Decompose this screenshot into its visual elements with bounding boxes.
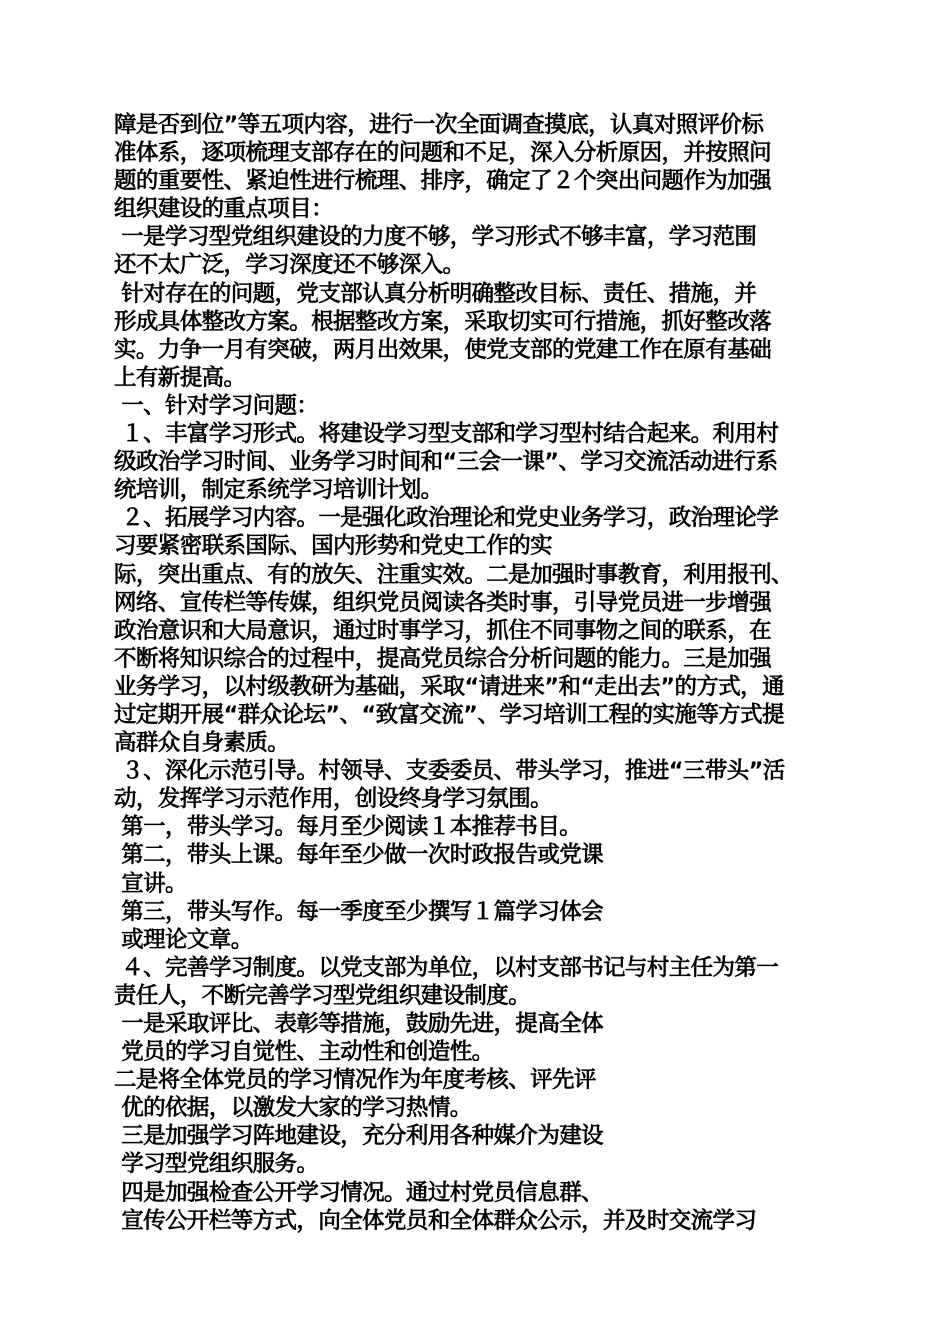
text-line: 障是否到位”等五项内容，进行一次全面调查摸底，认真对照评价标 xyxy=(114,112,764,138)
text-line: 不断将知识综合的过程中，提高党员综合分析问题的能力。三是加强 xyxy=(114,645,772,672)
text-line: 准体系，逐项梳理支部存在的问题和不足，深入分析原因，并按照问 xyxy=(114,140,772,167)
text-line: 四是加强检查公开学习情况。通过村党员信息群、 xyxy=(114,1179,604,1206)
text-line: 或理论文章。 xyxy=(114,926,253,953)
text-line: 责任人，不断完善学习型党组织建设制度。 xyxy=(114,982,531,1009)
text-line: 优的依据，以激发大家的学习热情。 xyxy=(114,1095,472,1122)
text-line: 一是采取评比、表彰等措施，鼓励先进，提高全体 xyxy=(114,1011,604,1037)
text-line: 第一，带头学习。每月至少阅读１本推荐书目。 xyxy=(114,814,582,841)
text-line: 还不太广泛，学习深度还不够深入。 xyxy=(114,252,465,279)
document-body xyxy=(114,111,844,1235)
text-line: 统培训，制定系统学习培训计划。 xyxy=(114,477,443,504)
text-line: 高群众自身素质。 xyxy=(114,730,290,757)
text-line: 三是加强学习阵地建设，充分利用各种媒介为建设 xyxy=(114,1123,604,1150)
text-line: 习要紧密联系国际、国内形势和党史工作的实 xyxy=(114,533,553,560)
text-line: 上有新提高。 xyxy=(114,364,246,391)
text-line: 宣传公开栏等方式，向全体党员和全体群众公示，并及时交流学习 xyxy=(114,1207,757,1234)
text-line: 动，发挥学习示范作用，创设终身学习氛围。 xyxy=(114,786,553,813)
text-line: １、丰富学习形式。将建设学习型支部和学习型村结合起来。利用村 xyxy=(114,421,779,448)
text-line: ３、深化示范引导。村领导、支委委员、带头学习，推进“三带头”活 xyxy=(114,758,785,785)
text-line: 二是将全体党员的学习情况作为年度考核、评先评 xyxy=(114,1067,596,1094)
text-line: 网络、宣传栏等传媒，组织党员阅读各类时事，引导党员进一步增强 xyxy=(114,589,772,616)
text-line: 组织建设的重点项目： xyxy=(114,196,334,223)
text-line: 党员的学习自觉性、主动性和创造性。 xyxy=(114,1039,494,1066)
text-line: 政治意识和大局意识，通过时事学习，抓住不同事物之间的联系，在 xyxy=(114,617,772,644)
section-heading: 一、针对学习问题： xyxy=(114,392,319,419)
text-line: 实。力争一月有突破，两月出效果，使党支部的党建工作在原有基础 xyxy=(114,336,772,363)
text-line: 过定期开展“群众论坛”、“致富交流”、学习培训工程的实施等方式提 xyxy=(114,701,784,728)
text-line: ４、完善学习制度。以党支部为单位，以村支部书记与村主任为第一 xyxy=(114,954,779,981)
text-line: 业务学习，以村级教研为基础，采取“请进来”和“走出去”的方式，通 xyxy=(114,673,784,700)
text-line: 级政治学习时间、业务学习时间和“三会一课”、学习交流活动进行系 xyxy=(114,449,778,476)
text-line: 宣讲。 xyxy=(114,870,187,897)
text-line: 形成具体整改方案。根据整改方案，采取切实可行措施，抓好整改落 xyxy=(114,308,772,335)
text-line: 第二，带头上课。每年至少做一次时政报告或党课 xyxy=(114,842,604,869)
text-line: 一是学习型党组织建设的力度不够，学习形式不够丰富，学习范围 xyxy=(114,224,757,251)
text-line: 际，突出重点、有的放矢、注重实效。二是加强时事教育，利用报刊、 xyxy=(114,561,793,588)
text-line: 第三，带头写作。每一季度至少撰写１篇学习体会 xyxy=(114,898,604,925)
text-line: ２、拓展学习内容。一是强化政治理论和党史业务学习，政治理论学 xyxy=(114,505,779,532)
text-line: 针对存在的问题，党支部认真分析明确整改目标、责任、措施，并 xyxy=(114,280,757,307)
text-line: 学习型党组织服务。 xyxy=(114,1151,319,1178)
text-line: 题的重要性、紧迫性进行梳理、排序，确定了２个突出问题作为加强 xyxy=(114,168,772,195)
